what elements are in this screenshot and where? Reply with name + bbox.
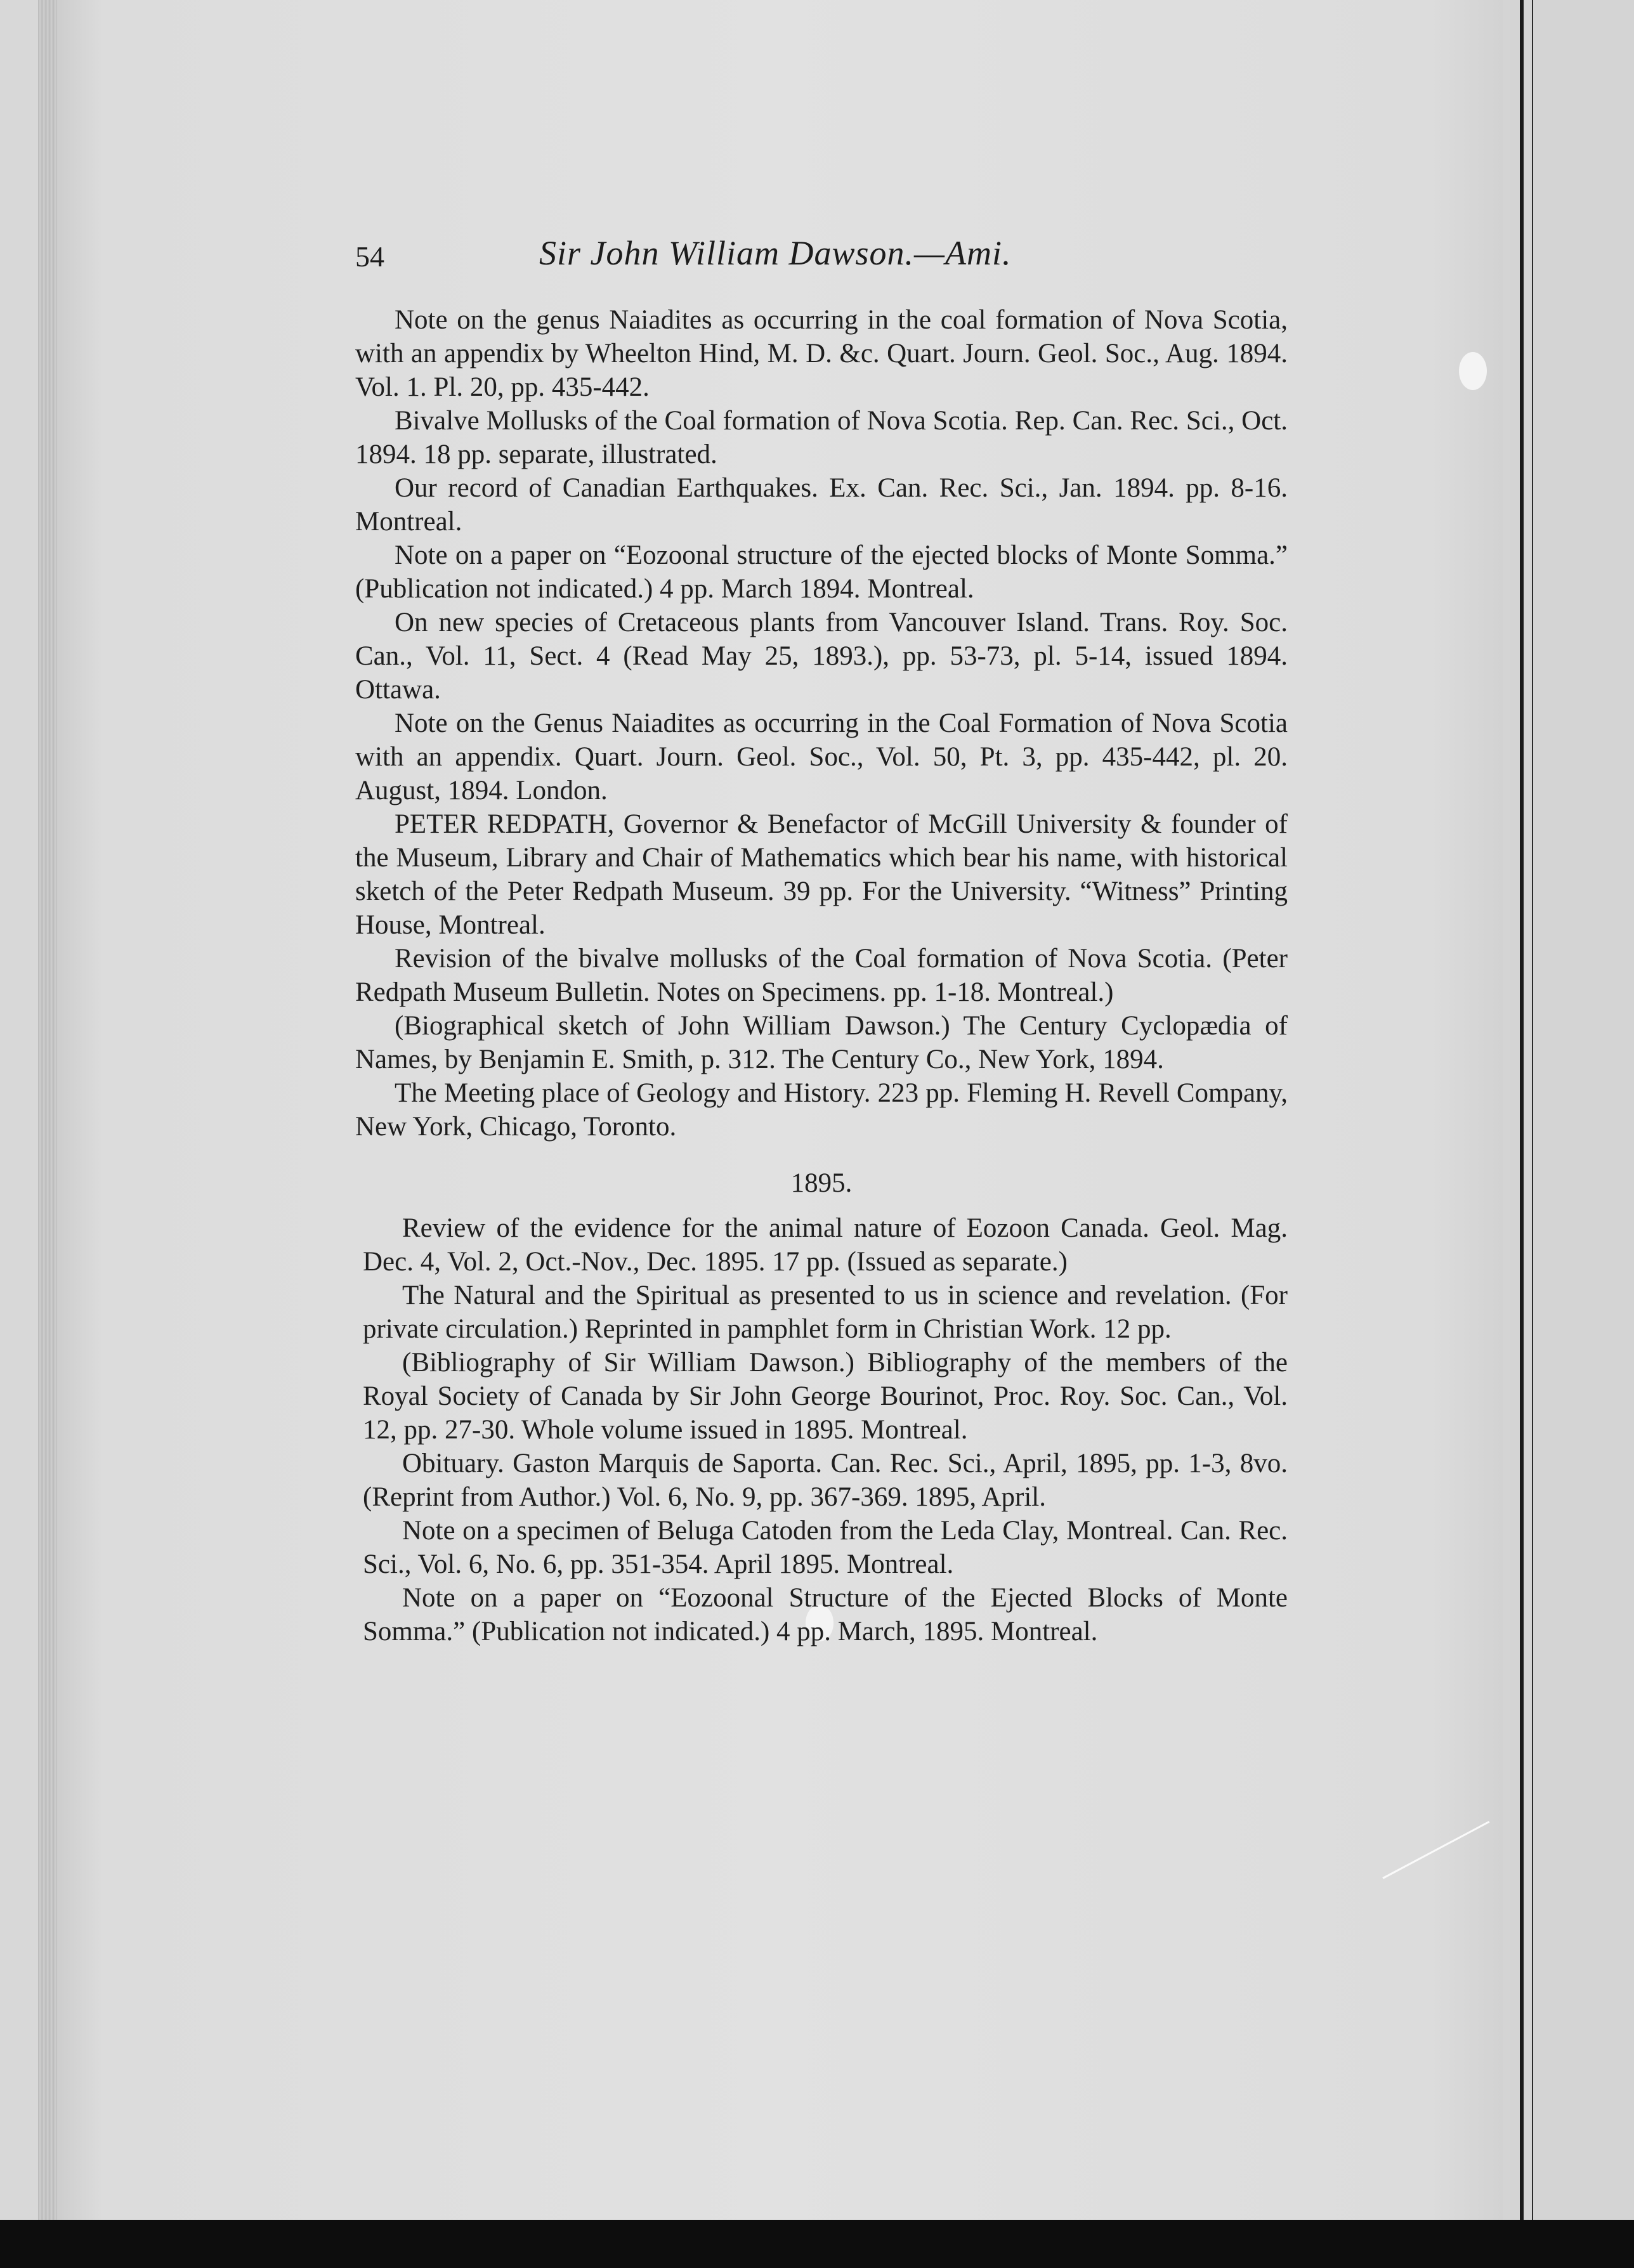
year-heading: 1895. bbox=[790, 1168, 853, 1198]
gutter-shadow-line-thin bbox=[1532, 0, 1533, 2220]
bibliography-entry: On new species of Cretaceous plants from Vancouver Island. Trans. Roy. Soc. Can., Vol. 11, Sect. 4 (Read May 25, 1893.), pp. 53-73, pl. 5-14, issued 1894. Ottawa. bbox=[355, 608, 1288, 705]
bibliography-entry: Revision of the bivalve mollusks of the Coal formation of Nova Scotia. (Peter Redpath Museum Bulletin. Notes on Specimens. pp. 1-18. Montreal.) bbox=[355, 944, 1288, 1007]
bibliography-entry: Note on a paper on “Eozoonal Structure of the Ejected Blocks of Monte Somma.” (Publication not indicated.) 4 pp. March, 1895. Montreal. bbox=[363, 1583, 1288, 1646]
bibliography-entry: Note on a paper on “Eozoonal structure of the ejected blocks of Monte Somma.” (Publication not indicated.) 4 pp. March 1894. Montreal. bbox=[355, 540, 1288, 604]
bibliography-entry: Bivalve Mollusks of the Coal formation of Nova Scotia. Rep. Can. Rec. Sci., Oct. 1894. 18 pp. separate, illustrated. bbox=[355, 406, 1288, 469]
bibliography-entry: (Biographical sketch of John William Dawson.) The Century Cyclopædia of Names, by Benjamin E. Smith, p. 312. The Century Co., New York, 1894. bbox=[355, 1011, 1288, 1074]
page-header bbox=[355, 228, 1294, 279]
bibliography-entry: Our record of Canadian Earthquakes. Ex. Can. Rec. Sci., Jan. 1894. pp. 8-16. Montreal. bbox=[355, 473, 1288, 537]
bibliography-entry: The Natural and the Spiritual as presented to us in science and revelation. (For private circulation.) Reprinted in pamphlet form in Christian Work. 12 pp. bbox=[363, 1281, 1288, 1344]
bibliography-entry: (Bibliography of Sir William Dawson.) Bibliography of the members of the Royal Society of Canada by Sir John George Bourinot, Proc. Roy. Soc. Can., Vol. 12, pp. 27-30. Whole volume issued in 1895. Montreal. bbox=[363, 1348, 1288, 1445]
bibliography-entry: PETER REDPATH, Governor & Benefactor of McGill University & founder of the Museum, Library and Chair of Mathematics which bear his name, with historical sketch of the Peter Redpath Museum. 39 pp. For the University. “Witness” Printing House, Montreal. bbox=[355, 809, 1288, 940]
bibliography-text bbox=[355, 303, 1288, 1648]
bibliography-entry: Obituary. Gaston Marquis de Saporta. Can. Rec. Sci., April, 1895, pp. 1-3, 8vo. (Reprint from Author.) Vol. 6, No. 9, pp. 367-369. 1895, April. bbox=[363, 1449, 1288, 1512]
bibliography-entry: Note on a specimen of Beluga Catoden from the Leda Clay, Montreal. Can. Rec. Sci., Vol. 6, No. 6, pp. 351-354. April 1895. Montreal. bbox=[363, 1516, 1288, 1579]
bibliography-entry: Review of the evidence for the animal nature of Eozoon Canada. Geol. Mag. Dec. 4, Vol. 2, Oct.-Nov., Dec. 1895. 17 pp. (Issued as separate.) bbox=[363, 1213, 1288, 1277]
page-number: 54 bbox=[355, 240, 384, 273]
gutter-shadow-line bbox=[1520, 0, 1524, 2220]
running-head: Sir John William Dawson.—Ami. bbox=[539, 234, 1012, 272]
entries-1894 bbox=[355, 303, 1288, 1144]
page-stack-edge bbox=[38, 0, 57, 2220]
bibliography-entry: Note on the genus Naiadites as occurring in the coal formation of Nova Scotia, with an appendix by Wheelton Hind, M. D. &c. Quart. Journ. Geol. Soc., Aug. 1894. Vol. 1. Pl. 20, pp. 435-442. bbox=[355, 305, 1288, 402]
entries-1895 bbox=[355, 1211, 1288, 1648]
scan-bottom-border bbox=[0, 2220, 1634, 2268]
bibliography-entry: Note on the Genus Naiadites as occurring in the Coal Formation of Nova Scotia with an appendix. Quart. Journ. Geol. Soc., Vol. 50, Pt. 3, pp. 435-442, pl. 20. August, 1894. London. bbox=[355, 708, 1288, 805]
paper-blemish bbox=[1459, 352, 1487, 390]
bibliography-entry: The Meeting place of Geology and History. 223 pp. Fleming H. Revell Company, New York, Chicago, Toronto. bbox=[355, 1078, 1288, 1142]
